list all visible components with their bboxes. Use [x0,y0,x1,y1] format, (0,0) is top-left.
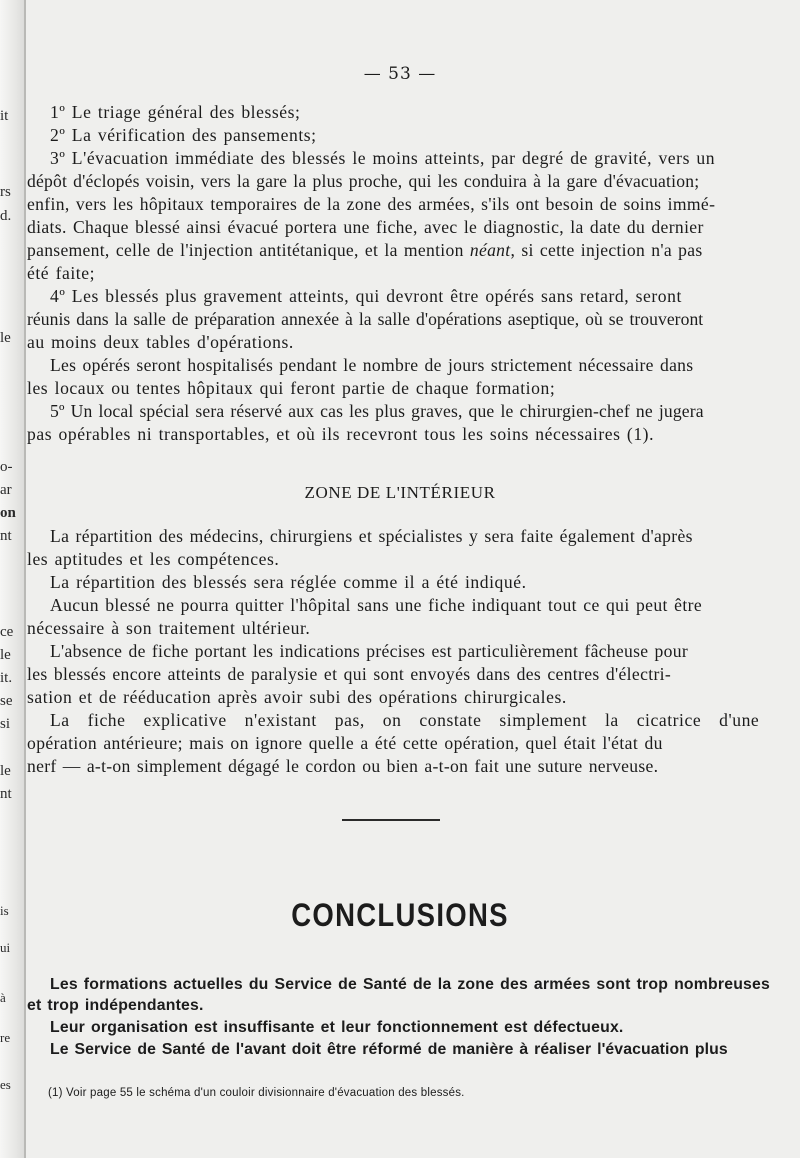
margin-fragment: is [0,903,9,918]
text-line: 3º L'évacuation immédiate des blessés le moins atteints, par degré de gravité, vers un [50,148,716,168]
margin-fragment: si [0,716,11,732]
text-line: les locaux ou tentes hôpitaux qui feront partie de chaque formation; [27,378,556,398]
margin-fragment: it. [0,670,13,686]
text-line: L'absence de fiche portant les indications précises est particulièrement fâcheuse pour [50,641,688,661]
text-line: pas opérables ni transportables, et où ils recevront tous les soins nécessaires (1). [27,424,655,444]
margin-fragment: le [0,330,11,346]
separator-rule [342,819,440,821]
text-line: pansement, celle de l'injection antitétanique, et la mention néant, si cette injection n'a pas [27,240,703,260]
emphasized-word: néant [469,240,511,260]
margin-fragment: ce [0,624,14,640]
facing-page-gutter [0,0,26,1158]
text-line: nécessaire à son traitement ultérieur. [27,618,311,638]
margin-fragment: it [0,108,9,124]
text-line: les aptitudes et les compétences. [27,549,280,569]
margin-fragment: ar [0,482,12,498]
margin-fragment: d. [0,208,12,224]
conclusion-line: Leur organisation est insuffisante et leur fonctionnement est défectueux. [50,1019,624,1036]
margin-fragment: le [0,647,11,663]
margin-fragment: se [0,693,13,709]
book-spine-shadow [24,0,26,1158]
text-line: nerf — a-t-on simplement dégagé le cordon ou bien a-t-on fait une suture nerveuse. [27,756,659,776]
conclusion-line: et trop indépendantes. [27,997,204,1014]
text-line: 5º Un local spécial sera réservé aux cas les plus graves, que le chirurgien-chef ne jugera [50,401,704,421]
text-line: diats. Chaque blessé ainsi évacué portera une fiche, avec le diagnostic, la date du dernier [27,217,704,237]
section-heading: ZONE DE L'INTÉRIEUR [304,483,496,502]
list-item-triage: 1º Le triage général des blessés; [50,102,301,122]
text-line: La répartition des blessés sera réglée comme il a été indiqué. [50,572,527,592]
text-line: Les opérés seront hospitalisés pendant le nombre de jours strictement nécessaire dans [50,355,694,375]
conclusions-heading: CONCLUSIONS [291,897,509,933]
text-line: opération antérieure; mais on ignore quelle a été cette opération, quel était l'état du [27,733,663,753]
conclusion-line: Les formations actuelles du Service de Santé de la zone des armées sont trop nombreuses [50,976,770,993]
margin-fragment: on [0,505,16,521]
text-line: La répartition des médecins, chirurgiens et spécialistes y sera faite également d'après [50,526,693,546]
margin-fragment: es [0,1077,11,1092]
footnote: (1) Voir page 55 le schéma d'un couloir divisionnaire d'évacuation des blessés. [48,1087,465,1099]
margin-fragment: le [0,763,11,779]
list-item-verification: 2º La vérification des pansements; [50,125,317,145]
margin-fragment: ui [0,940,11,955]
text-line: réunis dans la salle de préparation annexée à la salle d'opérations aseptique, où se trouveront [27,309,704,329]
text-line: enfin, vers les hôpitaux temporaires de la zone des armées, s'ils ont besoin de soins immé- [27,194,716,214]
text-line: les blessés encore atteints de paralysie et qui sont envoyés dans des centres d'électri- [27,664,672,684]
text-line: sation et de rééducation après avoir subi des opérations chirurgicales. [27,687,567,707]
conclusion-line: Le Service de Santé de l'avant doit être réformé de manière à réaliser l'évacuation plus [50,1041,728,1058]
page-number: — 53 — [363,64,437,84]
margin-fragment: nt [0,528,12,544]
margin-fragment: rs [0,184,11,200]
margin-fragment: o- [0,459,13,475]
text-line: au moins deux tables d'opérations. [27,332,294,352]
margin-fragment: à [0,990,6,1005]
text-line: Aucun blessé ne pourra quitter l'hôpital sans une fiche indiquant tout ce qui peut être [50,595,703,615]
margin-fragment: nt [0,786,12,802]
text-line: été faite; [27,263,96,283]
text-line: La fiche explicative n'existant pas, on constate simplement la cicatrice d'une [50,710,760,730]
text-line: 4º Les blessés plus gravement atteints, qui devront être opérés sans retard, seront [50,286,682,306]
margin-fragment: re [0,1030,11,1045]
text-line: dépôt d'éclopés voisin, vers la gare la plus proche, qui les conduira à la gare d'évacuation; [27,171,700,191]
